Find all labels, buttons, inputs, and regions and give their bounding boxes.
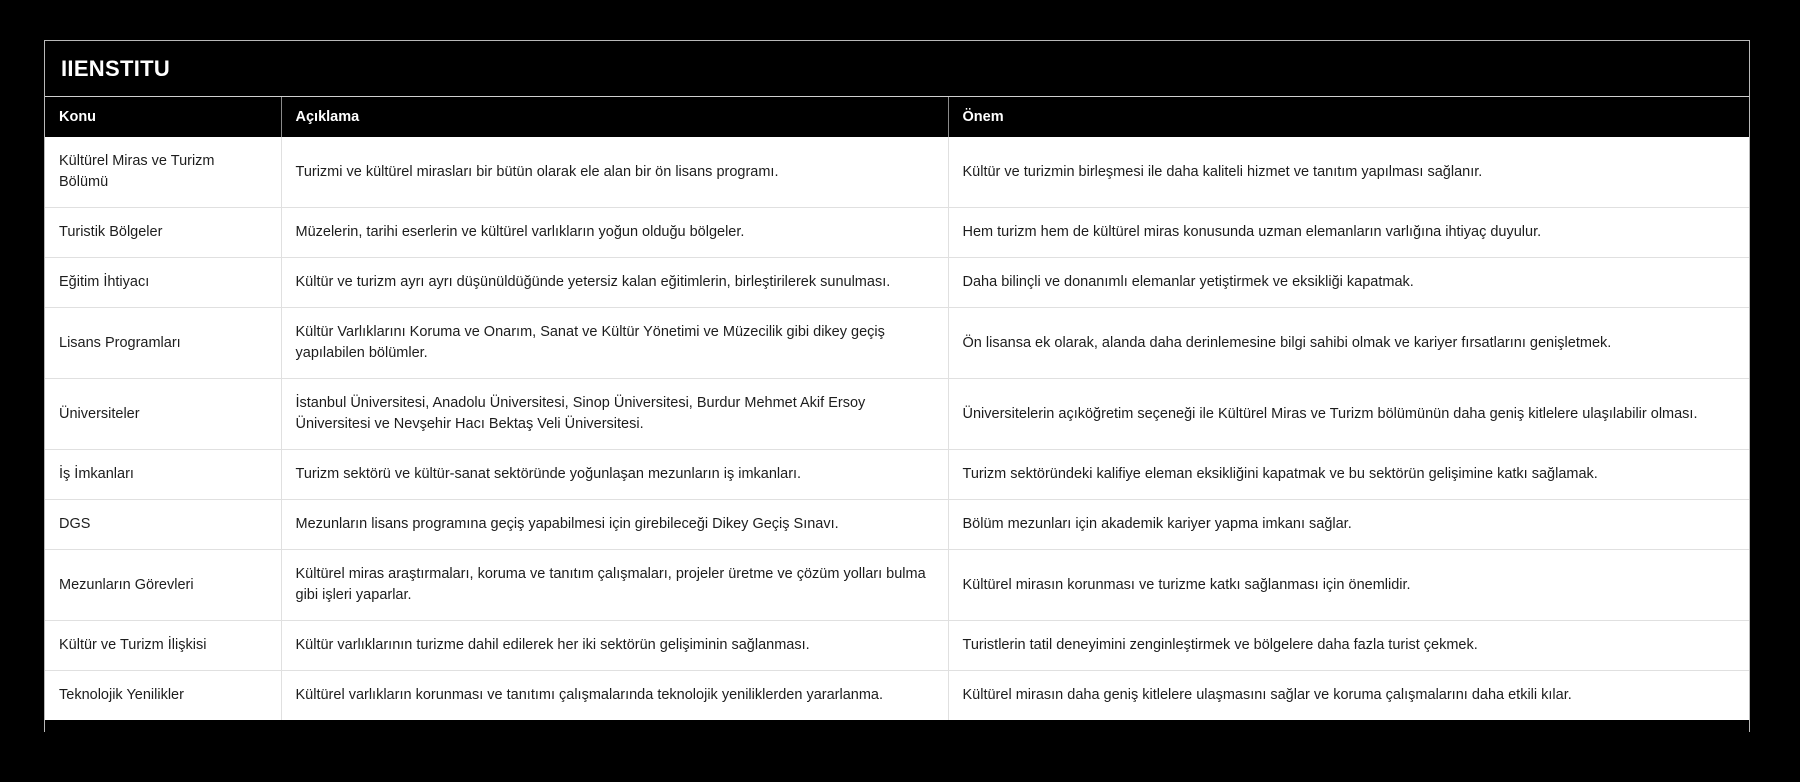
cell-onem: Turistlerin tatil deneyimini zenginleştirmek ve bölgelere daha fazla turist çekmek.: [948, 621, 1749, 671]
table-row: [45, 308, 1749, 379]
cell-aciklama: Kültürel miras araştırmaları, koruma ve tanıtım çalışmaları, projeler üretme ve çözüm yolları bulma gibi işleri yaparlar.: [281, 550, 948, 621]
cell-onem: Daha bilinçli ve donanımlı elemanlar yetiştirmek ve eksikliği kapatmak.: [948, 258, 1749, 308]
column-header-onem: Önem: [948, 97, 1749, 137]
cell-konu: Mezunların Görevleri: [45, 550, 281, 621]
cell-aciklama: Müzelerin, tarihi eserlerin ve kültürel varlıkların yoğun olduğu bölgeler.: [281, 208, 948, 258]
table-row: [45, 500, 1749, 550]
table-row: [45, 208, 1749, 258]
cell-onem: Kültürel mirasın daha geniş kitlelere ulaşmasını sağlar ve koruma çalışmalarını daha etkili kılar.: [948, 671, 1749, 721]
table-row: [45, 137, 1749, 208]
cell-konu: Teknolojik Yenilikler: [45, 671, 281, 721]
cell-onem: Bölüm mezunları için akademik kariyer yapma imkanı sağlar.: [948, 500, 1749, 550]
cell-onem: Turizm sektöründeki kalifiye eleman eksikliğini kapatmak ve bu sektörün gelişimine katkı sağlamak.: [948, 450, 1749, 500]
cell-konu: İş İmkanları: [45, 450, 281, 500]
cell-aciklama: Kültür Varlıklarını Koruma ve Onarım, Sanat ve Kültür Yönetimi ve Müzecilik gibi dikey geçiş yapılabilen bölümler.: [281, 308, 948, 379]
column-header-konu: Konu: [45, 97, 281, 137]
info-table-card: [44, 40, 1750, 732]
cell-onem: Kültürel mirasın korunması ve turizme katkı sağlanması için önemlidir.: [948, 550, 1749, 621]
cell-aciklama: Turizm sektörü ve kültür-sanat sektöründe yoğunlaşan mezunların iş imkanları.: [281, 450, 948, 500]
cell-aciklama: İstanbul Üniversitesi, Anadolu Üniversitesi, Sinop Üniversitesi, Burdur Mehmet Akif Ersoy Üniversitesi ve Nevşehir Hacı Bektaş Veli Üniversitesi.: [281, 379, 948, 450]
table-row: [45, 621, 1749, 671]
cell-aciklama: Kültür varlıklarının turizme dahil edilerek her iki sektörün gelişiminin sağlanması.: [281, 621, 948, 671]
table-header-row: [45, 97, 1749, 137]
table-row: [45, 379, 1749, 450]
cell-konu: Üniversiteler: [45, 379, 281, 450]
cell-konu: Kültür ve Turizm İlişkisi: [45, 621, 281, 671]
table-header: [45, 97, 1749, 137]
table-body: [45, 137, 1749, 720]
cell-konu: DGS: [45, 500, 281, 550]
table-row: [45, 258, 1749, 308]
cell-aciklama: Turizmi ve kültürel mirasları bir bütün olarak ele alan bir ön lisans programı.: [281, 137, 948, 208]
cell-aciklama: Kültürel varlıkların korunması ve tanıtımı çalışmalarında teknolojik yeniliklerden yararlanma.: [281, 671, 948, 721]
cell-aciklama: Mezunların lisans programına geçiş yapabilmesi için girebileceği Dikey Geçiş Sınavı.: [281, 500, 948, 550]
cell-aciklama: Kültür ve turizm ayrı ayrı düşünüldüğünde yetersiz kalan eğitimlerin, birleştirilerek sunulması.: [281, 258, 948, 308]
brand-title: IIENSTITU: [61, 55, 171, 81]
cell-onem: Ön lisansa ek olarak, alanda daha derinlemesine bilgi sahibi olmak ve kariyer fırsatlarını genişletmek.: [948, 308, 1749, 379]
brand-bar: [45, 41, 1749, 97]
table-row: [45, 671, 1749, 721]
cell-onem: Kültür ve turizmin birleşmesi ile daha kaliteli hizmet ve tanıtım yapılması sağlanır.: [948, 137, 1749, 208]
cell-konu: Eğitim İhtiyacı: [45, 258, 281, 308]
info-table: [45, 97, 1749, 720]
cell-onem: Üniversitelerin açıköğretim seçeneği ile Kültürel Miras ve Turizm bölümünün daha geniş kitlelere ulaşılabilir olması.: [948, 379, 1749, 450]
cell-onem: Hem turizm hem de kültürel miras konusunda uzman elemanların varlığına ihtiyaç duyulur.: [948, 208, 1749, 258]
table-row: [45, 550, 1749, 621]
cell-konu: Kültürel Miras ve Turizm Bölümü: [45, 137, 281, 208]
cell-konu: Turistik Bölgeler: [45, 208, 281, 258]
cell-konu: Lisans Programları: [45, 308, 281, 379]
table-row: [45, 450, 1749, 500]
column-header-aciklama: Açıklama: [281, 97, 948, 137]
